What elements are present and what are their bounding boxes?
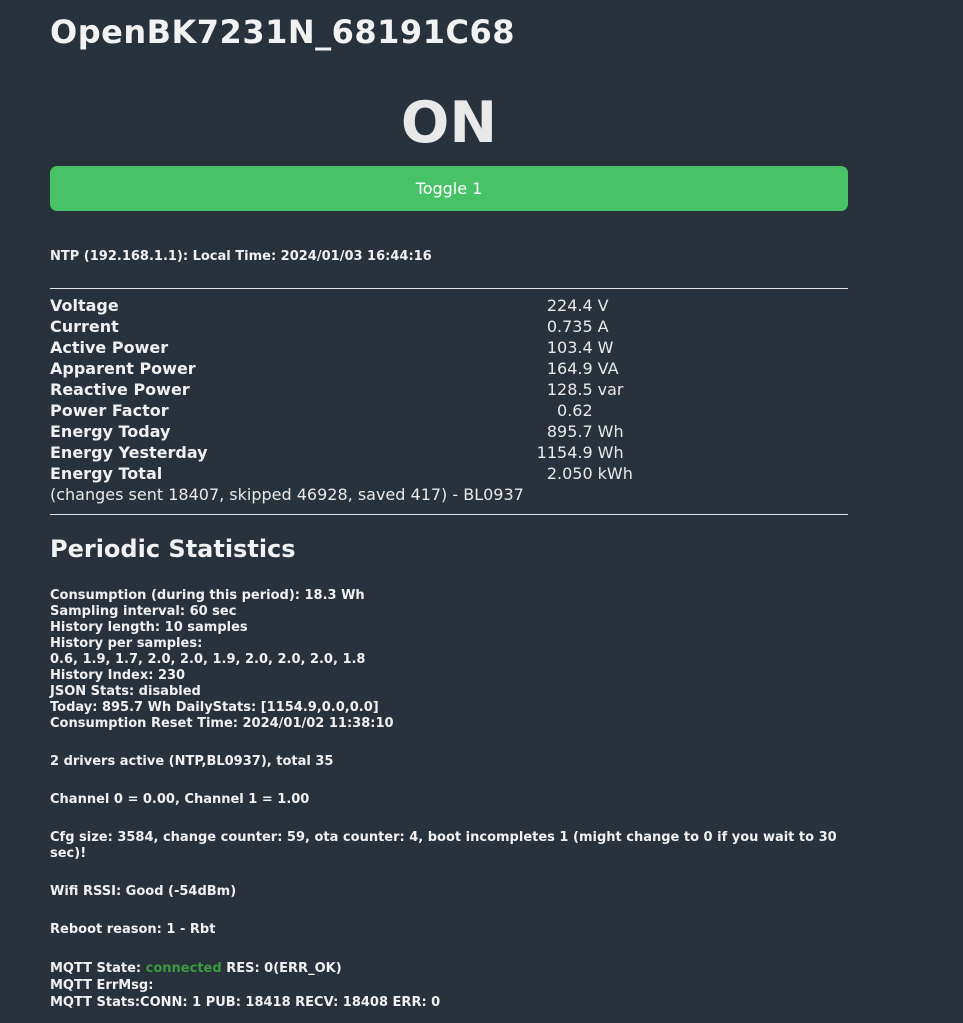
stat-line-json-stats: JSON Stats: disabled bbox=[50, 683, 201, 699]
ntp-status-line: NTP (192.168.1.1): Local Time: 2024/01/03 16:44:16 bbox=[50, 248, 432, 264]
sensor-unit: var bbox=[597, 379, 624, 399]
sensor-row-active-power bbox=[50, 337, 848, 358]
periodic-statistics-heading: Periodic Statistics bbox=[50, 534, 296, 563]
stat-line-today-dailystats: Today: 895.7 Wh DailyStats: [1154.9,0.0,0.0] bbox=[50, 699, 379, 715]
page-title: OpenBK7231N_68191C68 bbox=[50, 13, 515, 51]
stat-line-history-per-samples: History per samples: bbox=[50, 635, 203, 651]
sensor-label: Active Power bbox=[50, 337, 169, 357]
divider-bottom bbox=[50, 514, 848, 515]
sensor-value: 0.62 bbox=[557, 400, 593, 420]
sensor-row-current bbox=[50, 316, 848, 337]
mqtt-state-label: MQTT State: bbox=[50, 960, 146, 976]
sensor-value: 895.7 bbox=[546, 421, 593, 441]
toggle-1-button[interactable]: Toggle 1 bbox=[50, 166, 848, 211]
sensor-value: 1154.9 bbox=[536, 442, 593, 462]
sensor-unit: Wh bbox=[597, 442, 624, 462]
sensor-unit: W bbox=[597, 337, 614, 357]
sensor-value: 164.9 bbox=[546, 358, 593, 378]
channels-line: Channel 0 = 0.00, Channel 1 = 1.00 bbox=[50, 791, 310, 807]
main-container bbox=[50, 13, 848, 1011]
sensor-row-voltage bbox=[50, 295, 848, 316]
sensor-value: 2.050 bbox=[546, 463, 593, 483]
sensor-label: Energy Total bbox=[50, 463, 163, 483]
stat-line-history-length: History length: 10 samples bbox=[50, 619, 248, 635]
stat-line-history-index: History Index: 230 bbox=[50, 667, 186, 683]
sensor-value: 128.5 bbox=[546, 379, 593, 399]
mqtt-stats-line: MQTT Stats:CONN: 1 PUB: 18418 RECV: 18408 ERR: 0 bbox=[50, 994, 441, 1010]
sensor-label: Voltage bbox=[50, 295, 119, 315]
sensor-unit: V bbox=[597, 295, 609, 315]
stat-line-consumption-reset-time: Consumption Reset Time: 2024/01/02 11:38:10 bbox=[50, 715, 394, 731]
mqtt-status-block bbox=[50, 960, 848, 1011]
periodic-statistics-block bbox=[50, 588, 848, 732]
sensor-value: 0.735 bbox=[546, 316, 593, 336]
sensor-row-energy-today bbox=[50, 421, 848, 442]
sensor-unit bbox=[593, 400, 848, 421]
stat-line-consumption: Consumption (during this period): 18.3 Wh bbox=[50, 587, 365, 603]
sensor-label: Reactive Power bbox=[50, 379, 190, 399]
sensor-unit: kWh bbox=[597, 463, 633, 483]
sensor-unit: Wh bbox=[597, 421, 624, 441]
sensor-unit: A bbox=[597, 316, 609, 336]
stat-line-history-values: 0.6, 1.9, 1.7, 2.0, 2.0, 1.9, 2.0, 2.0, 2.0, 1.8 bbox=[50, 651, 366, 667]
sensor-unit: VA bbox=[597, 358, 619, 378]
sensor-label: Power Factor bbox=[50, 400, 169, 420]
power-state-text: ON bbox=[400, 90, 498, 156]
mqtt-state-result: RES: 0(ERR_OK) bbox=[221, 960, 342, 976]
sensor-row-reactive-power bbox=[50, 379, 848, 400]
cfg-size-line: Cfg size: 3584, change counter: 59, ota counter: 4, boot incompletes 1 (might change to 0 if you wait to 30 sec)! bbox=[50, 829, 837, 861]
reboot-reason-line: Reboot reason: 1 - Rbt bbox=[50, 921, 216, 937]
sensor-table bbox=[50, 295, 848, 484]
sensor-value: 103.4 bbox=[546, 337, 593, 357]
sensor-label: Current bbox=[50, 316, 119, 336]
stat-line-sampling-interval: Sampling interval: 60 sec bbox=[50, 603, 237, 619]
sensor-row-power-factor bbox=[50, 400, 848, 421]
sensor-row-apparent-power bbox=[50, 358, 848, 379]
sensor-row-energy-yesterday bbox=[50, 442, 848, 463]
divider-top bbox=[50, 288, 848, 289]
wifi-rssi-line: Wifi RSSI: Good (-54dBm) bbox=[50, 883, 237, 899]
sensor-row-energy-total bbox=[50, 463, 848, 484]
mqtt-state-line bbox=[50, 960, 848, 977]
sensor-value: 224.4 bbox=[546, 295, 593, 315]
mqtt-state-value: connected bbox=[145, 960, 222, 976]
drivers-active-line: 2 drivers active (NTP,BL0937), total 35 bbox=[50, 753, 334, 769]
driver-changes-summary: (changes sent 18407, skipped 46928, saved 417) - BL0937 bbox=[50, 484, 524, 504]
sensor-label: Apparent Power bbox=[50, 358, 196, 378]
sensor-label: Energy Today bbox=[50, 421, 171, 441]
mqtt-errmsg-line: MQTT ErrMsg: bbox=[50, 977, 154, 993]
sensor-label: Energy Yesterday bbox=[50, 442, 208, 462]
